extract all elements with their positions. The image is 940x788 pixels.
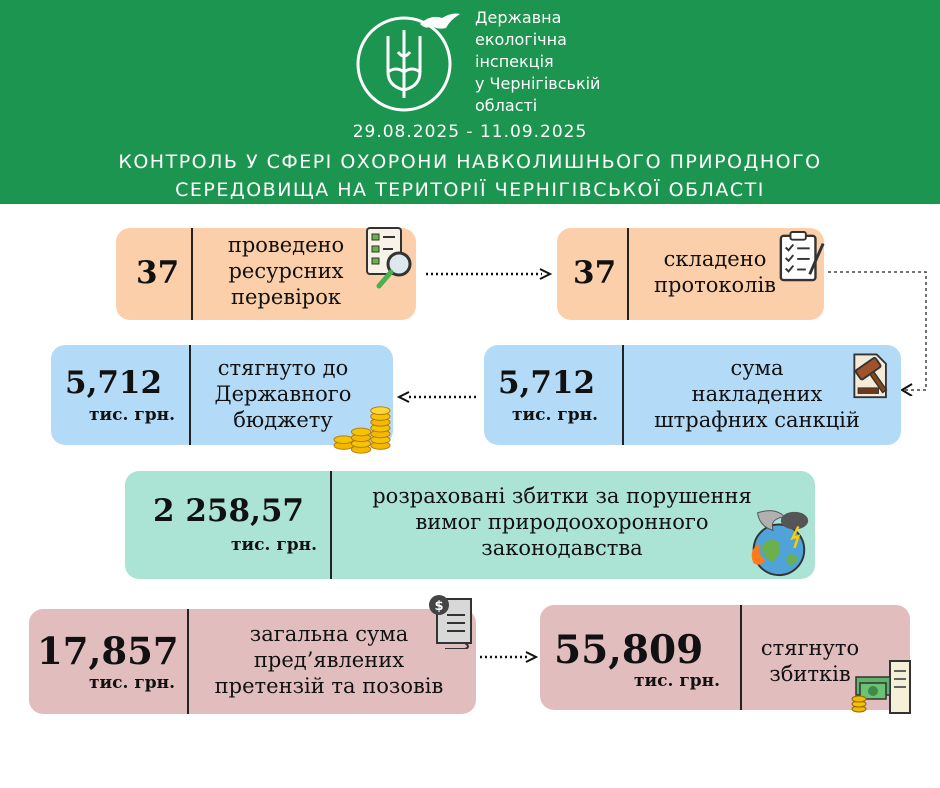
title-line: СЕРЕДОВИЩА НА ТЕРИТОРІЇ ЧЕРНІГІВСЬКОЇ ОБЛАСТІ bbox=[175, 179, 765, 201]
inspections-card bbox=[116, 228, 416, 320]
label-line: бюджету bbox=[233, 408, 333, 432]
inspections-label bbox=[196, 232, 376, 310]
recovered-unit: тис. грн. bbox=[634, 671, 720, 691]
claims-card bbox=[29, 599, 476, 714]
org-line: у Чернігівській bbox=[475, 74, 601, 93]
damages-label bbox=[331, 483, 793, 561]
damages-card bbox=[125, 471, 815, 579]
org-line: області bbox=[475, 96, 538, 115]
label-line: перевірок bbox=[230, 285, 342, 309]
divider bbox=[627, 228, 629, 320]
label-line: пред’явлених bbox=[253, 648, 405, 672]
org-line: екологічна bbox=[475, 30, 567, 49]
protocols-value: 37 bbox=[573, 255, 617, 291]
budget-card bbox=[51, 345, 393, 445]
flow-arrow bbox=[397, 391, 481, 403]
page-title bbox=[0, 148, 940, 204]
damages-unit: тис. грн. bbox=[231, 535, 317, 555]
environment-disaster-icon bbox=[739, 507, 813, 579]
divider bbox=[191, 228, 193, 320]
label-line: протоколів bbox=[654, 273, 776, 297]
protocols-label bbox=[641, 246, 789, 298]
label-line: стягнуто bbox=[760, 636, 860, 660]
label-line: загальна сума bbox=[249, 622, 409, 646]
claims-unit: тис. грн. bbox=[89, 673, 175, 693]
inspections-value: 37 bbox=[136, 255, 180, 291]
date-range: 29.08.2025 - 11.09.2025 bbox=[352, 122, 588, 142]
damages-value: 2 258,57 bbox=[153, 493, 305, 529]
label-line: сума bbox=[730, 356, 784, 380]
organization-name bbox=[475, 7, 600, 117]
flow-arrow bbox=[424, 268, 554, 280]
gavel-icon bbox=[848, 347, 896, 399]
label-line: стягнуто до bbox=[217, 356, 349, 380]
money-receipt-icon bbox=[850, 659, 914, 715]
claims-value: 17,857 bbox=[37, 629, 179, 673]
coins-icon bbox=[331, 401, 395, 459]
flow-arrow bbox=[478, 651, 538, 663]
title-line: КОНТРОЛЬ У СФЕРІ ОХОРОНИ НАВКОЛИШНЬОГО ПРИРОДНОГО bbox=[118, 151, 822, 173]
org-line: Державна bbox=[475, 8, 562, 27]
trident-emblem-icon bbox=[354, 8, 462, 116]
svg-text:$: $ bbox=[434, 599, 444, 614]
label-line: ресурсних bbox=[228, 259, 344, 283]
label-line: складено bbox=[663, 247, 767, 271]
bird-icon bbox=[420, 14, 460, 29]
label-line: Державного bbox=[214, 382, 352, 406]
recovered-card bbox=[540, 605, 910, 710]
label-line: вимог природоохоронного bbox=[415, 510, 709, 534]
label-line: претензій та позовів bbox=[214, 674, 444, 698]
fines-card bbox=[484, 345, 901, 445]
divider bbox=[740, 605, 742, 710]
budget-value: 5,712 bbox=[65, 365, 163, 401]
bill-scroll-icon bbox=[425, 593, 477, 649]
protocols-card bbox=[557, 228, 824, 320]
checklist-icon bbox=[777, 230, 827, 284]
fines-value: 5,712 bbox=[498, 365, 596, 401]
label-line: накладених bbox=[691, 382, 823, 406]
label-line: законодавства bbox=[481, 536, 643, 560]
divider bbox=[622, 345, 624, 445]
fines-unit: тис. грн. bbox=[512, 405, 598, 425]
header-banner bbox=[0, 0, 940, 204]
document-magnifier-icon bbox=[363, 224, 419, 294]
label-line: збитків bbox=[769, 662, 851, 686]
label-line: розраховані збитки за порушення bbox=[372, 484, 752, 508]
label-line: штрафних санкцій bbox=[654, 408, 860, 432]
org-line: інспекція bbox=[475, 52, 554, 71]
label-line: проведено bbox=[227, 233, 345, 257]
budget-unit: тис. грн. bbox=[89, 405, 175, 425]
recovered-value: 55,809 bbox=[554, 627, 704, 673]
divider bbox=[189, 345, 191, 445]
